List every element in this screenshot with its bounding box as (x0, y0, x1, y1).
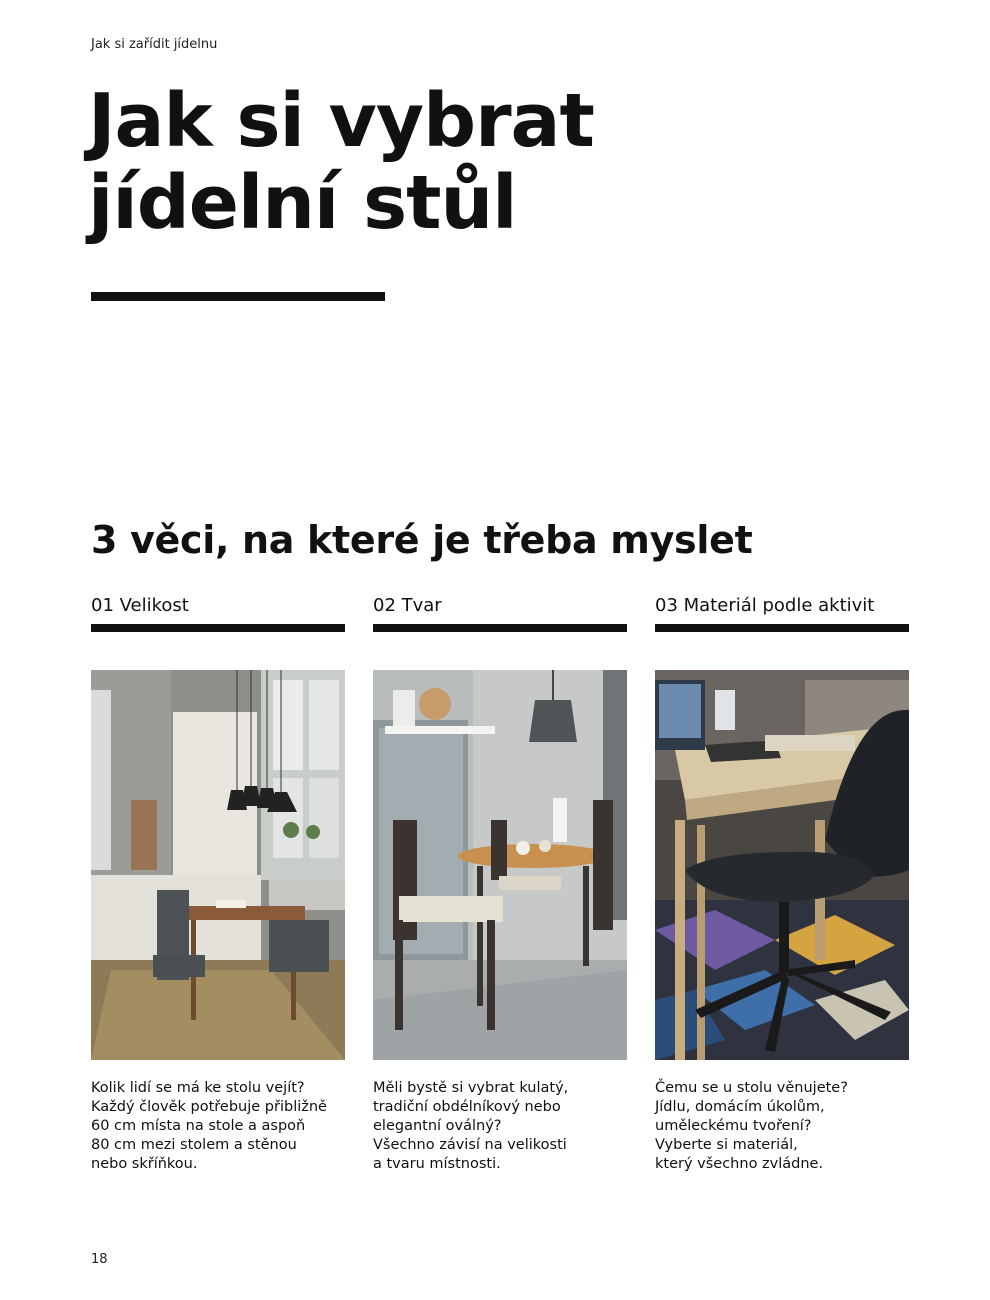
page-title-line-1: Jak si vybrat (88, 78, 594, 164)
dining-room-photo (91, 670, 345, 1060)
description-line: Každý člověk potřebuje přibližně (91, 1099, 327, 1115)
column-title: 02 Tvar (373, 595, 442, 616)
description-line: Kolik lidí se má ke stolu vejít? (91, 1080, 305, 1096)
page-number: 18 (91, 1252, 108, 1267)
description-line: Vyberte si materiál, (655, 1137, 798, 1153)
column-description (655, 1079, 909, 1174)
column-rule (655, 624, 909, 632)
description-line: který všechno zvládne. (655, 1156, 824, 1172)
round-table-photo (373, 670, 627, 1060)
column-description (91, 1079, 345, 1174)
description-line: tradiční obdélníkový nebo (373, 1099, 561, 1115)
section-heading: 3 věci, na které je třeba myslet (91, 518, 753, 562)
title-underline (91, 292, 385, 301)
description-line: Jídlu, domácím úkolům, (655, 1099, 825, 1115)
description-line: uměleckému tvoření? (655, 1118, 812, 1134)
column-material (655, 592, 909, 1172)
description-line: Čemu se u stolu věnujete? (655, 1080, 848, 1096)
description-line: elegantní oválný? (373, 1118, 502, 1134)
column-rule (91, 624, 345, 632)
page-title (88, 80, 594, 244)
column-description (373, 1079, 627, 1174)
description-line: nebo skříňkou. (91, 1156, 198, 1172)
description-line: 80 cm mezi stolem a stěnou (91, 1137, 297, 1153)
page-title-line-2: jídelní stůl (88, 160, 517, 246)
description-line: Měli bystě si vybrat kulatý, (373, 1080, 569, 1096)
desk-chair-photo (655, 670, 909, 1060)
column-title: 01 Velikost (91, 595, 189, 616)
column-shape (373, 592, 627, 1172)
description-line: Všechno závisí na velikosti (373, 1137, 567, 1153)
description-line: a tvaru místnosti. (373, 1156, 501, 1172)
description-line: 60 cm místa na stole a aspoň (91, 1118, 306, 1134)
column-size (91, 592, 345, 1172)
column-rule (373, 624, 627, 632)
column-title: 03 Materiál podle aktivit (655, 595, 875, 616)
breadcrumb: Jak si zařídit jídelnu (91, 37, 218, 52)
